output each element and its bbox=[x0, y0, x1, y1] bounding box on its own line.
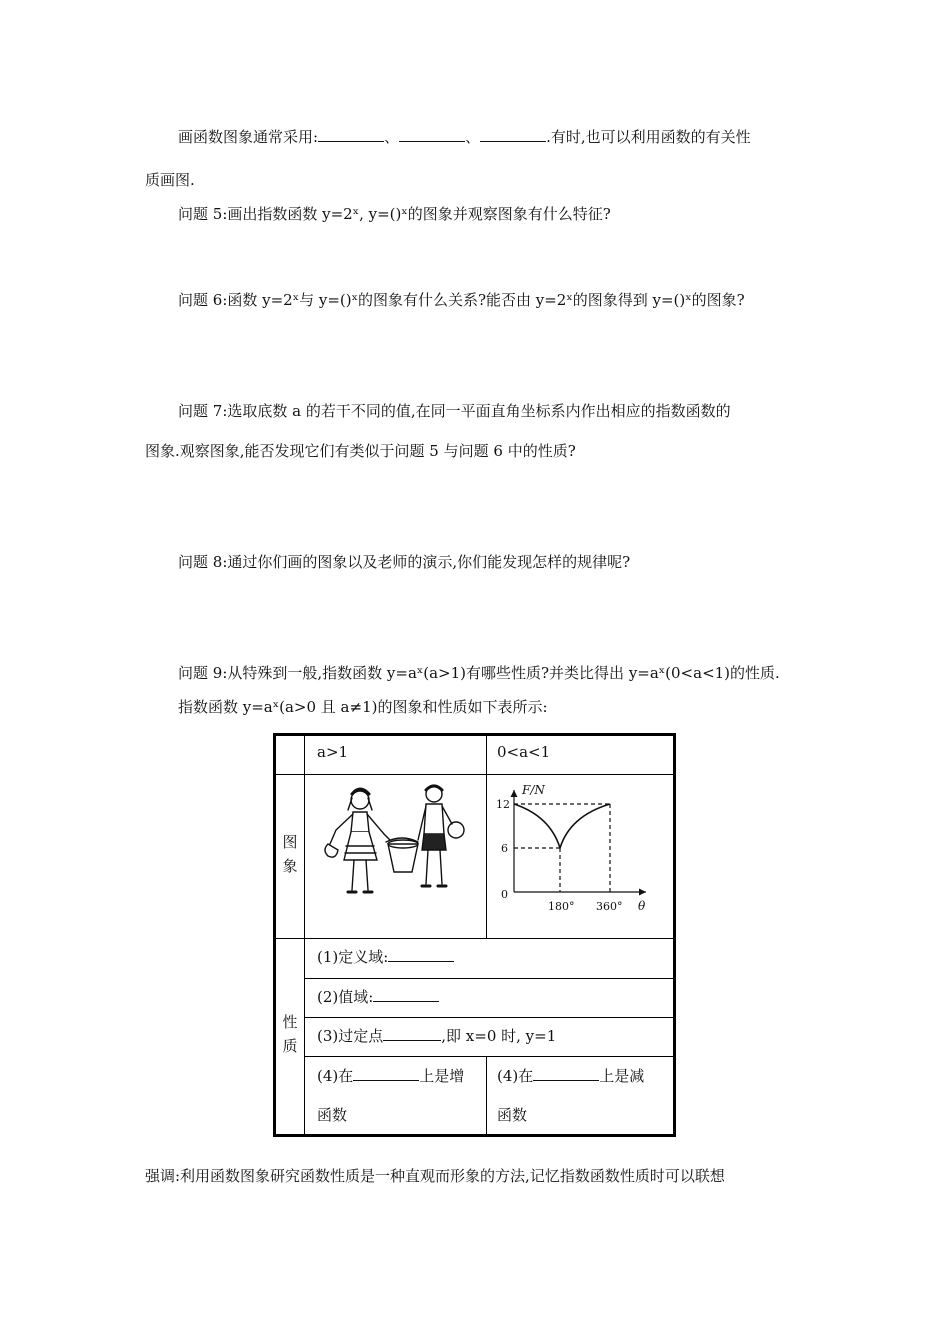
question-text: :画出指数函数 y=2ˣ, y=()ˣ的图象并观察图象有什么特征? bbox=[222, 205, 611, 223]
exponential-properties-table bbox=[273, 733, 676, 1137]
intro-text: 画函数图象通常采用: bbox=[178, 128, 319, 146]
x-tick-180: 180° bbox=[548, 900, 575, 913]
prop-text: (2)值域: bbox=[317, 988, 374, 1006]
emphasis-line: 强调:利用函数图象研究函数性质是一种直观而形象的方法,记忆指数函数性质时可以联想 bbox=[145, 1167, 725, 1185]
domain-blank[interactable] bbox=[388, 947, 454, 962]
question-text: :选取底数 a 的若干不同的值,在同一平面直角坐标系内作出相应的指数函数的 bbox=[222, 402, 731, 420]
col-header-a-gt-1: a>1 bbox=[317, 743, 349, 761]
row-label-char: 质 bbox=[282, 1037, 298, 1055]
increasing-blank[interactable] bbox=[353, 1066, 419, 1081]
question-5 bbox=[178, 204, 611, 224]
blank-1[interactable] bbox=[318, 127, 384, 142]
separator: 、 bbox=[384, 128, 400, 146]
y-tick-12: 12 bbox=[496, 798, 510, 811]
table-divider bbox=[304, 1056, 673, 1057]
question-text: :函数 y=2ˣ与 y=()ˣ的图象有什么关系?能否由 y=2ˣ的图象得到 y=()ˣ的图象? bbox=[222, 291, 745, 309]
range-blank[interactable] bbox=[373, 987, 439, 1002]
question-label: 问题 6 bbox=[178, 291, 223, 309]
y-tick-6: 6 bbox=[501, 842, 508, 855]
blank-3[interactable] bbox=[480, 127, 546, 142]
force-angle-graph bbox=[488, 776, 668, 936]
question-9 bbox=[178, 663, 780, 683]
prop-range bbox=[317, 987, 439, 1007]
row-label-char: 性 bbox=[282, 1013, 298, 1031]
prop-fixed-point bbox=[317, 1026, 556, 1046]
question-label: 问题 8 bbox=[178, 553, 223, 571]
prop-text: 上是增 bbox=[419, 1067, 465, 1085]
x-tick-360: 360° bbox=[596, 900, 623, 913]
prop-increasing-cont: 函数 bbox=[317, 1106, 348, 1124]
row-label-char: 象 bbox=[282, 857, 298, 875]
row-label-properties bbox=[280, 1010, 300, 1058]
question-label: 问题 5 bbox=[178, 205, 223, 223]
row-label-image bbox=[280, 830, 300, 878]
prop-decreasing bbox=[497, 1066, 644, 1086]
intro-line-2: 质画图. bbox=[145, 171, 195, 189]
table-divider bbox=[304, 736, 305, 1134]
question-8 bbox=[178, 552, 630, 572]
intro-line-1 bbox=[178, 127, 751, 147]
table-intro: 指数函数 y=aˣ(a>0 且 a≠1)的图象和性质如下表所示: bbox=[178, 698, 548, 716]
row-label-char: 图 bbox=[282, 833, 298, 851]
decreasing-blank[interactable] bbox=[533, 1066, 599, 1081]
question-label: 问题 7 bbox=[178, 402, 223, 420]
prop-text: (4)在 bbox=[497, 1067, 534, 1085]
table-divider bbox=[304, 978, 673, 979]
x-axis-label: θ bbox=[638, 899, 646, 913]
table-divider bbox=[276, 774, 673, 775]
prop-text: (1)定义域: bbox=[317, 948, 389, 966]
y-tick-0: 0 bbox=[501, 888, 508, 901]
prop-text: (4)在 bbox=[317, 1067, 354, 1085]
y-axis-label: F/N bbox=[522, 783, 545, 797]
table-divider bbox=[486, 736, 487, 938]
blank-2[interactable] bbox=[399, 127, 465, 142]
prop-text: (3)过定点 bbox=[317, 1027, 384, 1045]
question-label: 问题 9 bbox=[178, 664, 223, 682]
curve bbox=[514, 804, 610, 848]
question-6 bbox=[178, 290, 745, 310]
prop-text: ,即 x=0 时, y=1 bbox=[441, 1027, 557, 1045]
prop-text: 上是减 bbox=[599, 1067, 645, 1085]
fixed-point-blank[interactable] bbox=[383, 1026, 441, 1041]
prop-domain bbox=[317, 947, 454, 967]
question-text: :从特殊到一般,指数函数 y=aˣ(a>1)有哪些性质?并类比得出 y=aˣ(0<a<1)的性质. bbox=[222, 664, 780, 682]
question-7-line-2: 图象.观察图象,能否发现它们有类似于问题 5 与问题 6 中的性质? bbox=[145, 442, 576, 460]
question-text: :通过你们画的图象以及老师的演示,你们能发现怎样的规律呢? bbox=[222, 553, 631, 571]
question-7 bbox=[178, 401, 731, 421]
prop-decreasing-cont: 函数 bbox=[497, 1106, 528, 1124]
prop-increasing bbox=[317, 1066, 464, 1086]
table-divider bbox=[276, 938, 673, 939]
table-divider bbox=[304, 1017, 673, 1018]
children-carrying-bucket-illustration bbox=[322, 780, 472, 920]
separator: 、 bbox=[465, 128, 481, 146]
table-divider bbox=[486, 1056, 487, 1134]
intro-text: .有时,也可以利用函数的有关性 bbox=[546, 128, 751, 146]
col-header-0-lt-a-lt-1: 0<a<1 bbox=[497, 743, 551, 761]
